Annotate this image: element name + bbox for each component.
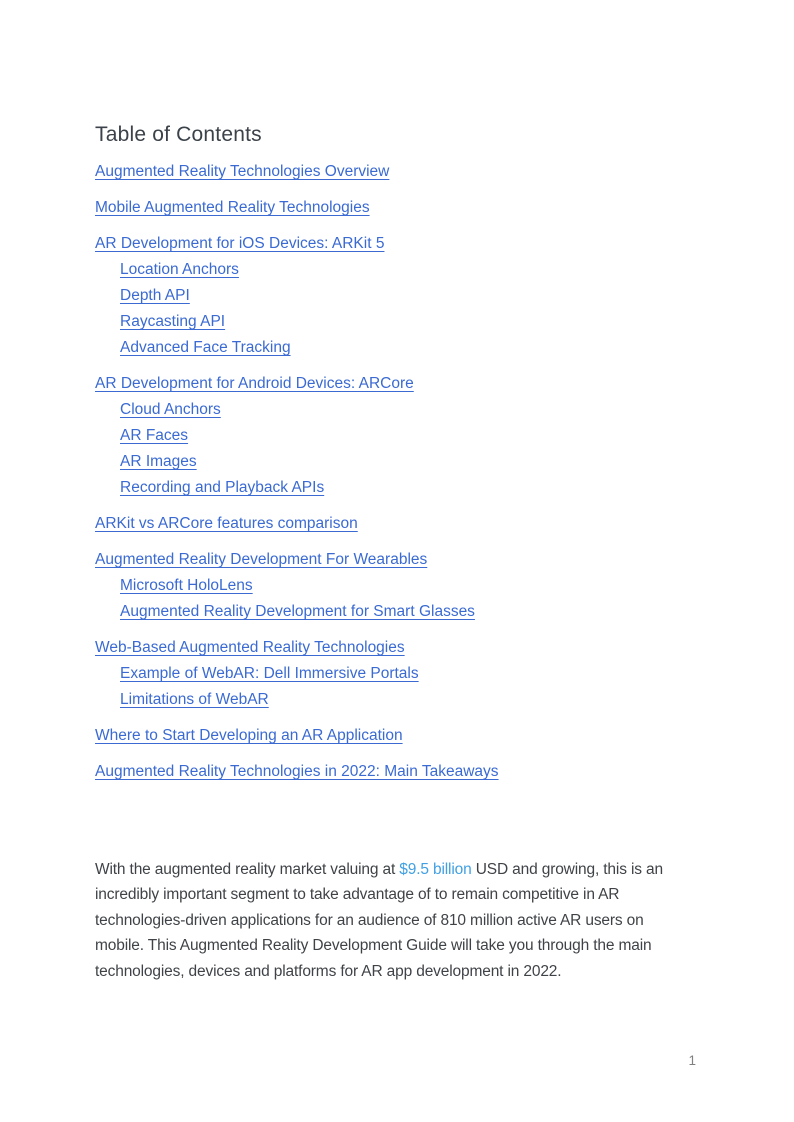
toc-entry <box>95 371 700 397</box>
toc-entry <box>95 195 700 221</box>
toc-entry <box>95 547 700 573</box>
toc-link-raycasting-api[interactable]: Raycasting API <box>120 313 226 330</box>
toc-link-recording-playback-apis[interactable]: Recording and Playback APIs <box>120 479 325 496</box>
toc-entry <box>95 159 700 185</box>
page-title: Table of Contents <box>95 123 262 146</box>
toc-link-where-to-start[interactable]: Where to Start Developing an AR Application <box>95 727 403 744</box>
toc-link-limitations-of-webar[interactable]: Limitations of WebAR <box>120 691 269 708</box>
toc-entry <box>95 723 700 749</box>
toc-entry <box>95 231 700 257</box>
toc-entry <box>120 283 700 309</box>
toc-entry <box>95 635 700 661</box>
toc-link-microsoft-hololens[interactable]: Microsoft HoloLens <box>120 577 253 594</box>
toc-entry <box>120 423 700 449</box>
toc-entry <box>95 759 700 785</box>
toc-entry <box>95 511 700 537</box>
toc-link-cloud-anchors[interactable]: Cloud Anchors <box>120 401 221 418</box>
toc-link-arkit-5[interactable]: AR Development for iOS Devices: ARKit 5 <box>95 235 385 252</box>
toc-entry <box>120 573 700 599</box>
toc-entry <box>120 599 700 625</box>
toc-link-advanced-face-tracking[interactable]: Advanced Face Tracking <box>120 339 291 356</box>
page-number: 1 <box>688 1053 696 1068</box>
toc-link-depth-api[interactable]: Depth API <box>120 287 190 304</box>
toc-entry <box>120 475 700 501</box>
table-of-contents <box>95 159 700 785</box>
toc-entry <box>120 449 700 475</box>
market-value-link[interactable]: $9.5 billion <box>399 861 472 878</box>
toc-link-dell-immersive-portals[interactable]: Example of WebAR: Dell Immersive Portals <box>120 665 419 682</box>
toc-link-smart-glasses[interactable]: Augmented Reality Development for Smart Glasses <box>120 603 475 620</box>
toc-link-ar-faces[interactable]: AR Faces <box>120 427 189 444</box>
toc-entry <box>120 397 700 423</box>
toc-entry <box>120 309 700 335</box>
toc-link-mobile-ar-technologies[interactable]: Mobile Augmented Reality Technologies <box>95 199 370 216</box>
toc-link-location-anchors[interactable]: Location Anchors <box>120 261 239 278</box>
toc-entry <box>120 687 700 713</box>
intro-paragraph <box>95 857 695 984</box>
toc-link-ar-images[interactable]: AR Images <box>120 453 197 470</box>
intro-text-before: With the augmented reality market valuing at <box>95 861 400 878</box>
toc-link-ar-technologies-overview[interactable]: Augmented Reality Technologies Overview <box>95 163 390 180</box>
toc-entry <box>120 335 700 361</box>
toc-link-ar-for-wearables[interactable]: Augmented Reality Development For Wearables <box>95 551 428 568</box>
toc-entry <box>120 257 700 283</box>
toc-entry <box>120 661 700 687</box>
toc-link-2022-main-takeaways[interactable]: Augmented Reality Technologies in 2022: Main Takeaways <box>95 763 499 780</box>
intro-text-after: USD and growing, this is an incredibly important segment to take advantage of to remain competitive in AR technologies-driven applications for an audience of 810 million active AR users on mobile. This Augmented Reality Development Guide will take you through the main technologies, devices and platforms for AR app development in 2022. <box>95 861 663 980</box>
toc-link-arcore[interactable]: AR Development for Android Devices: ARCore <box>95 375 414 392</box>
toc-link-arkit-vs-arcore-comparison[interactable]: ARKit vs ARCore features comparison <box>95 515 358 532</box>
toc-link-web-based-ar[interactable]: Web-Based Augmented Reality Technologies <box>95 639 405 656</box>
